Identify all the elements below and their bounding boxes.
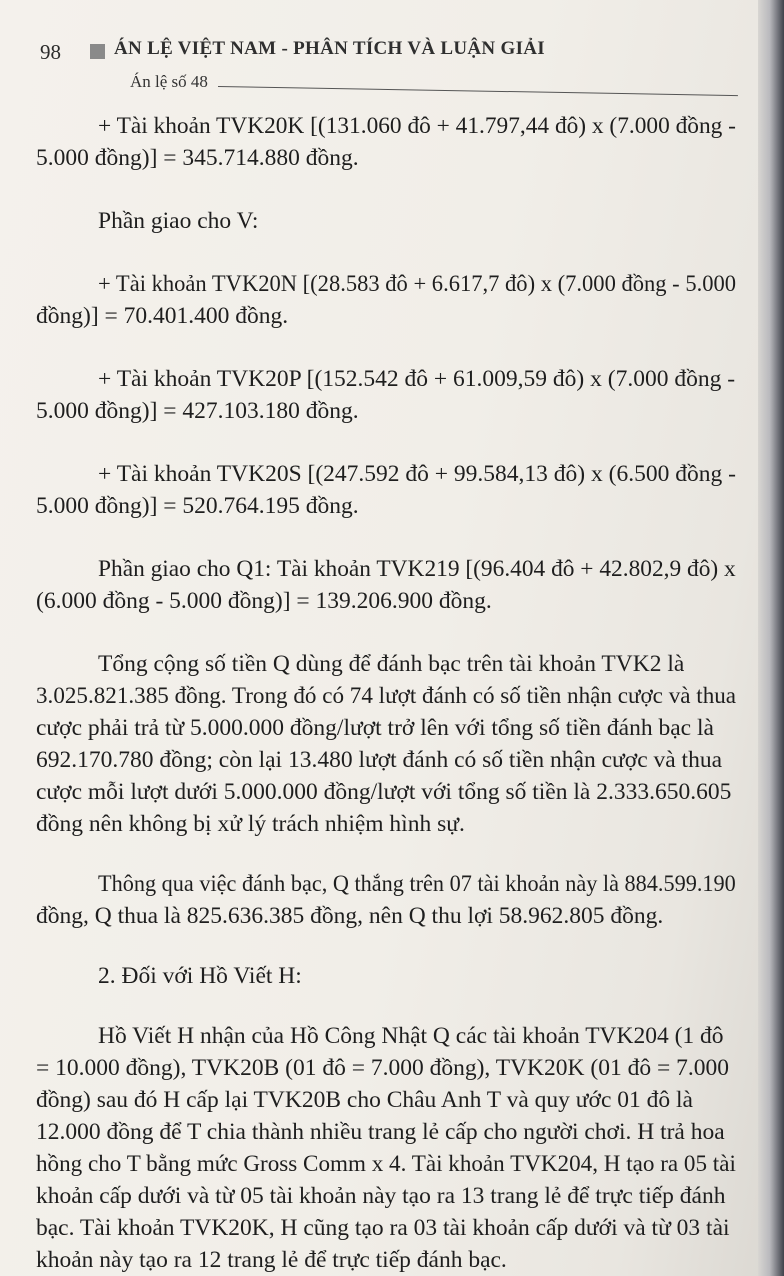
- text-line: 5.000 đồng)] = 427.103.180 đồng.: [36, 398, 359, 424]
- text-line: + Tài khoản TVK20K [(131.060 đô + 41.797,44 đô) x (7.000 đồng -: [98, 113, 736, 139]
- text-line: đồng, Q thua là 825.636.385 đồng, nên Q thu lợi 58.962.805 đồng.: [36, 903, 664, 929]
- body-text: [36, 110, 736, 1276]
- text-line: Tổng cộng số tiền Q dùng để đánh bạc trên tài khoản TVK2 là: [98, 651, 685, 677]
- page-number: 98: [40, 40, 61, 64]
- text-line: đồng) sau đó H cấp lại TVK20B cho Châu Anh T và quy ước 01 đô là: [36, 1087, 693, 1113]
- section-heading: 2. Đối với Hồ Viết H:: [98, 963, 302, 989]
- text-line: + Tài khoản TVK20S [(247.592 đô + 99.584,13 đô) x (6.500 đồng -: [98, 461, 736, 487]
- text-line: 692.170.780 đồng; còn lại 13.480 lượt đánh có số tiền nhận cược và thua: [36, 747, 723, 773]
- text-line: khoản cấp dưới và từ 05 tài khoản này tạo ra 13 trang lẻ để trực tiếp đánh: [36, 1183, 726, 1209]
- header-rule: [218, 86, 738, 96]
- section-label: Án lệ số 48: [130, 72, 208, 91]
- text-line: 5.000 đồng)] = 520.764.195 đồng.: [36, 493, 359, 519]
- page-edge: [758, 0, 784, 1276]
- text-line: cược mỗi lượt dưới 5.000.000 đồng/lượt với tổng số tiền là 2.333.650.605: [36, 779, 732, 805]
- text-line: 3.025.821.385 đồng. Trong đó có 74 lượt đánh có số tiền nhận cược và thua: [36, 683, 737, 709]
- text-line: Hồ Viết H nhận của Hồ Công Nhật Q các tài khoản TVK204 (1 đô: [98, 1023, 724, 1049]
- text-line: đồng)] = 70.401.400 đồng.: [36, 303, 289, 329]
- text-line: 5.000 đồng)] = 345.714.880 đồng.: [36, 145, 359, 171]
- text-line: (6.000 đồng - 5.000 đồng)] = 139.206.900 đồng.: [36, 588, 492, 614]
- header-square-marker: [90, 44, 105, 59]
- text-line: = 10.000 đồng), TVK20B (01 đô = 7.000 đồng), TVK20K (01 đô = 7.000: [36, 1055, 729, 1081]
- text-line: hồng cho T bằng mức Gross Comm x 4. Tài khoản TVK204, H tạo ra 05 tài: [36, 1151, 736, 1177]
- text-line: Phần giao cho V:: [98, 208, 259, 234]
- book-title: ÁN LỆ VIỆT NAM - PHÂN TÍCH VÀ LUẬN GIẢI: [114, 38, 545, 59]
- text-line: khoản này tạo ra 12 trang lẻ để trực tiếp đánh bạc.: [36, 1247, 507, 1273]
- text-line: cược phải trả từ 5.000.000 đồng/lượt trở lên với tổng số tiền đánh bạc là: [36, 715, 714, 741]
- text-line: + Tài khoản TVK20N [(28.583 đô + 6.617,7 đô) x (7.000 đồng - 5.000: [98, 271, 737, 297]
- text-line: bạc. Tài khoản TVK20K, H cũng tạo ra 03 tài khoản cấp dưới và từ 03 tài: [36, 1215, 730, 1241]
- text-line: đồng nên không bị xử lý trách nhiệm hình sự.: [36, 811, 465, 837]
- text-line: Phần giao cho Q1: Tài khoản TVK219 [(96.404 đô + 42.802,9 đô) x: [98, 556, 736, 582]
- text-line: Thông qua việc đánh bạc, Q thắng trên 07 tài khoản này là 884.599.190: [98, 871, 736, 897]
- text-line: + Tài khoản TVK20P [(152.542 đô + 61.009,59 đô) x (7.000 đồng -: [98, 366, 736, 392]
- text-line: 12.000 đồng để T chia thành nhiều trang lẻ cấp cho người chơi. H trả hoa: [36, 1119, 725, 1145]
